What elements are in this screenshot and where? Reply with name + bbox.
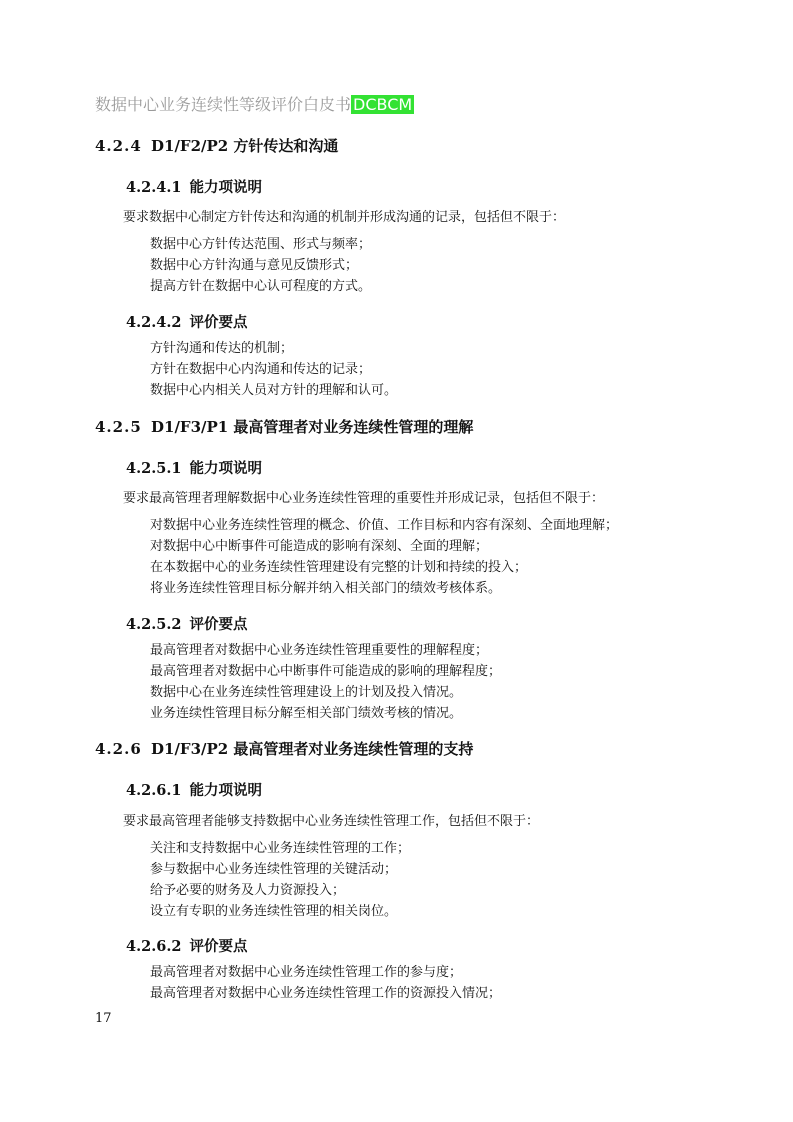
- list-item: 数据中心内相关人员对方针的理解和认可。: [150, 383, 398, 398]
- section-title: D1/F3/P1 最高管理者对业务连续性管理的理解: [151, 418, 474, 436]
- list-item: 对数据中心中断事件可能造成的影响有深刻、全面的理解；: [150, 539, 489, 554]
- section-number: 4.2.4: [95, 137, 142, 155]
- list-item: 最高管理者对数据中心业务连续性管理工作的资源投入情况；: [150, 986, 502, 1001]
- subsection-number: 4.2.5.2: [126, 616, 182, 633]
- section-title: D1/F2/P2 方针传达和沟通: [151, 137, 339, 155]
- subsection-number: 4.2.4.1: [126, 179, 182, 196]
- subsection-title: 评价要点: [189, 938, 248, 955]
- list-item: 最高管理者对数据中心业务连续性管理工作的参与度；: [150, 965, 463, 980]
- list-item: 方针沟通和传达的机制；: [150, 341, 294, 356]
- list-item: 将业务连续性管理目标分解并纳入相关部门的绩效考核体系。: [150, 581, 502, 596]
- section-number: 4.2.5: [95, 418, 142, 436]
- list-item: 数据中心在业务连续性管理建设上的计划及投入情况。: [150, 685, 463, 700]
- list-item: 给予必要的财务及人力资源投入；: [150, 883, 346, 898]
- section-number: 4.2.6: [95, 740, 142, 758]
- subsection-title: 能力项说明: [189, 782, 263, 799]
- subsection-title: 能力项说明: [189, 179, 263, 196]
- list-item: 设立有专职的业务连续性管理的相关岗位。: [150, 904, 398, 919]
- subsection-heading: [126, 937, 248, 957]
- subsection-title: 能力项说明: [189, 460, 263, 477]
- subsection-number: 4.2.4.2: [126, 314, 182, 331]
- subsection-number: 4.2.5.1: [126, 460, 182, 477]
- subsection-heading: [126, 459, 262, 479]
- subsection-number: 4.2.6.1: [126, 782, 182, 799]
- list-item: 最高管理者对数据中心中断事件可能造成的影响的理解程度；: [150, 664, 502, 679]
- list-item: 方针在数据中心内沟通和传达的记录；: [150, 362, 372, 377]
- subsection-heading: [126, 781, 262, 801]
- subsection-heading: [126, 313, 248, 333]
- section-heading: [95, 739, 473, 759]
- intro-paragraph: 要求最高管理者理解数据中心业务连续性管理的重要性并形成记录，包括但不限于：: [123, 491, 605, 506]
- list-item: 提高方针在数据中心认可程度的方式。: [150, 279, 372, 294]
- header-title: 数据中心业务连续性等级评价白皮书: [95, 95, 352, 114]
- subsection-heading: [126, 615, 248, 635]
- section-title: D1/F3/P2 最高管理者对业务连续性管理的支持: [151, 740, 474, 758]
- subsection-title: 评价要点: [189, 616, 248, 633]
- page-header: [95, 94, 414, 116]
- list-item: 业务连续性管理目标分解至相关部门绩效考核的情况。: [150, 706, 463, 721]
- list-item: 在本数据中心的业务连续性管理建设有完整的计划和持续的投入；: [150, 560, 528, 575]
- subsection-heading: [126, 178, 262, 198]
- list-item: 数据中心方针传达范围、形式与频率；: [150, 237, 372, 252]
- list-item: 数据中心方针沟通与意见反馈形式；: [150, 258, 359, 273]
- intro-paragraph: 要求数据中心制定方针传达和沟通的机制并形成沟通的记录，包括但不限于：: [123, 210, 566, 225]
- section-heading: [95, 136, 338, 156]
- brand-mark: DCBCM: [353, 95, 413, 114]
- intro-paragraph: 要求最高管理者能够支持数据中心业务连续性管理工作，包括但不限于：: [123, 814, 540, 829]
- list-item: 对数据中心业务连续性管理的概念、价值、工作目标和内容有深刻、全面地理解；: [150, 518, 619, 533]
- section-heading: [95, 417, 473, 437]
- list-item: 最高管理者对数据中心业务连续性管理重要性的理解程度；: [150, 643, 489, 658]
- list-item: 参与数据中心业务连续性管理的关键活动；: [150, 862, 398, 877]
- list-item: 关注和支持数据中心业务连续性管理的工作；: [150, 841, 411, 856]
- page-number: 17: [95, 1011, 112, 1026]
- subsection-title: 评价要点: [189, 314, 248, 331]
- subsection-number: 4.2.6.2: [126, 938, 182, 955]
